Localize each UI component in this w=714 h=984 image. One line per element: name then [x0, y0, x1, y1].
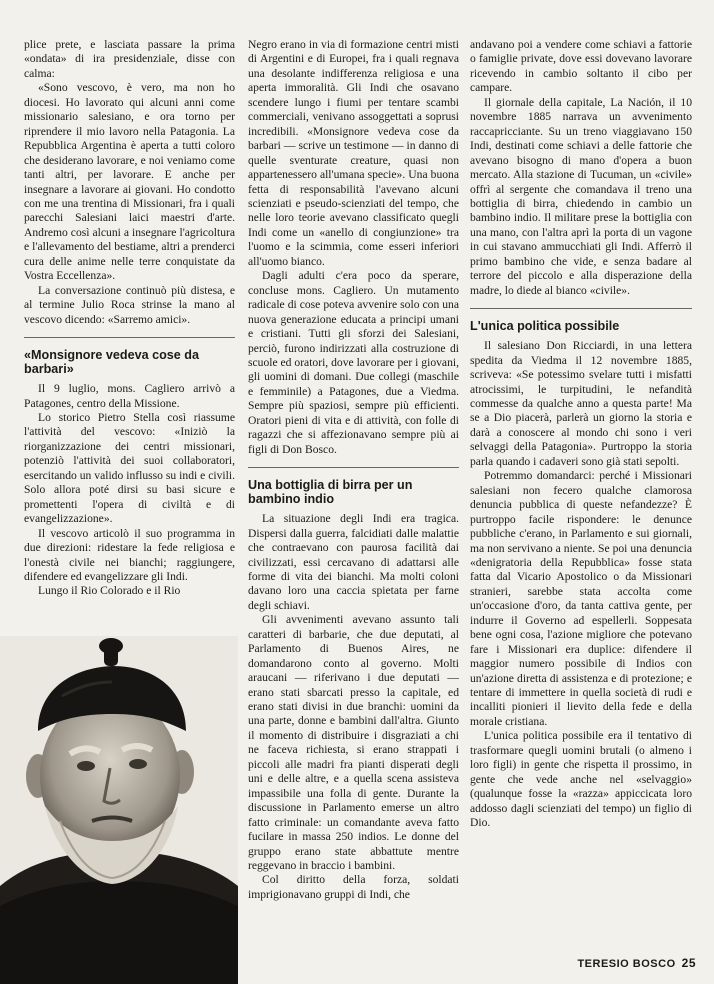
bishop-portrait-image — [0, 636, 238, 984]
paragraph: La situazione degli Indi era tragica. Dispersi dalla guerra, falcidiati dalle malattie che contraevano con paurosa facilità dai civilizzati, essi cercavano di adattarsi alle forme di vita dei bianchi. Ma molti coloni davano loro una caccia spietata per farne degli schiavi. — [248, 512, 459, 612]
paragraph: andavano poi a vendere come schiavi a fattorie o famiglie private, dove essi dovevano lavorare ricevendo in cambio soltanto il cibo per campare. — [470, 38, 692, 95]
column-middle — [248, 38, 459, 902]
divider — [248, 467, 459, 468]
author-name: TERESIO BOSCO — [577, 958, 676, 970]
portrait-photo — [0, 636, 238, 984]
page-number: 25 — [681, 956, 696, 970]
divider — [470, 308, 692, 309]
paragraph: plice prete, e lasciata passare la prima «ondata» di ira presidenziale, disse con calma: — [24, 38, 235, 80]
paragraph: Il giornale della capitale, La Nación, il 10 novembre 1885 narrava un avvenimento raccapricciante. Su un treno viaggiavano 150 Indi, destinati come schiavi a delle fattorie che avevano bisogno di mano d'opera a buon mercato. Alla stazione di Tucuman, un «civile» offrì al sergente che comandava il treno una bottiglia di birra, chiedendo in cambio un bambino indio. Il militare prese la bottiglia con una mano, con l'altra aprì la porta di un vagone in cui stavano ammucchiati gli Indi. Afferrò il primo bambino che vide, e senza badare al terrore del piccolo e alla disperazione della madre, lo diede al bianco «civile». — [470, 95, 692, 297]
paragraph: Gli avvenimenti avevano assunto tali caratteri di barbarie, che due deputati, al Parlamento di Buenos Aires, ne domandarono conto al governo. Molti araucani — riferivano i due deputati — erano stati sbarcati presso la capitale, ed erano stati divisi in due branchi: uomini da una parte, donne e bambini dall'altra. Giunto il momento di distribuire i disgraziati a chi ne faceva richiesta, si erano strappati i piccoli alle madri fra pianti disperati degli uni e delle altre, e a quella scena assisteva impassibile una folla di gente. Durante la discussione in Parlamento emerse un altro fatto criminale: un comandante aveva fatto fucilare in massa 250 indios. Le donne del gruppo erano state abbattute mentre reggevano in braccio i bambini. — [248, 613, 459, 873]
section-heading: «Monsignore vedeva cose da barbari» — [24, 348, 199, 377]
paragraph: Lo storico Pietro Stella così riassume l'attività del vescovo: «Iniziò la riorganizzazione dei centri missionari, potenziò l'attività dei suoi collaboratori, esercitando un valido influsso su indi e civili. Solo allora poté dirsi su basi sicure e promettenti l'opera di civiltà e di evangelizzazione». — [24, 410, 235, 526]
paragraph: «Sono vescovo, è vero, ma non ho diocesi. Ho lavorato qui alcuni anni come missionario salesiano, e ora torno per riprendere il mio lavoro nella Patagonia. La Repubblica Argentina è aperta a tutti coloro che desiderano lavorare, e noi veniamo come tanti altri, per lavorare. E anche per insegnare a lavorare ai giovani. Ho condotto con me una trentina di Missionari, fra i quali parecchi Salesiani laici maestri d'arte. Andremo così alcuni a insegnare l'agricoltura e l'allevamento del bestiame, altri a prenderci cura delle anime nelle terre conquistate da Vostra Eccellenza». — [24, 81, 235, 283]
paragraph: L'unica politica possibile era il tentativo di trasformare quegli uomini brutali (o almeno i loro figli) in gente che rispetta il prossimo, in gente che vede anche nel «selvaggio» (qualunque fosse la «razza» appiccicata loro addosso dagli scienziati del tempo) un figlio di Dio. — [470, 729, 692, 830]
paragraph: Col diritto della forza, soldati imprigionavano gruppi di Indi, che — [248, 873, 459, 901]
column-right — [470, 38, 692, 831]
paragraph: Lungo il Rio Colorado e il Rio — [38, 584, 181, 598]
divider — [24, 337, 235, 338]
page-footer — [577, 956, 696, 970]
paragraph: Il 9 luglio, mons. Cagliero arrivò a Patagones, centro della Missione. — [24, 382, 235, 410]
section-heading: L'unica politica possibile — [470, 319, 620, 334]
paragraph: Il salesiano Don Ricciardi, in una lettera spedita da Viedma il 12 novembre 1885, scriveva: «Se potessimo svelare tutti i misfatti atrocissimi, le turpitudini, le nefandità commesse da qualche anno a questa parte! Ma se a Dio piacerà, parlerà un giorno la storia e darà a conoscere al mondo chi sono i veri selvaggi della Patagonia». Purtroppo la storia parla quando i cadaveri sono già stati sepolti. — [470, 339, 692, 468]
section-heading: Una bottiglia di birra per un bambino indio — [248, 478, 413, 507]
paragraph: Il vescovo articolò il suo programma in due direzioni: ridestare la fede religiosa e l'onestà civile nei bianchi; raggiungere, difendere ed evangelizzare gli Indi. — [24, 526, 235, 583]
paragraph: Negro erano in via di formazione centri misti di Argentini e di Europei, fra i quali regnava una desolante indifferenza religiosa e una aperta immoralità. Gli Indi che osavano scendere lungo i fiumi per tentare scambi commerciali, venivano assoggettati a soprusi incredibili. «Monsignore vedeva cose da barbari — scrive un testimone — in danno di quelle sventurate creature, quasi non appartenessero all'umana specie». Una buona fetta di responsabilità l'avevano alcuni scienziati e pseudo-scienziati del tempo, che nelle loro teorie avevano classificato quegli Indi come un «anello di congiunzione» tra l'uomo e la scimmia, come esseri inferiori all'uomo bianco. — [248, 38, 459, 268]
column-left — [24, 38, 235, 599]
paragraph: Potremmo domandarci: perché i Missionari salesiani non fecero qualche clamorosa denuncia pubblica di queste nefandezze? È purtroppo facile rispondere: le denunce pubbliche c'erano, in Parlamento e sui giornali, ma non servivano a niente. Se poi una denuncia «denigratoria della Repubblica» fosse stata fatta dal Vicario Apostolico o da Missionari stranieri, sarebbe stata accolta come un'occasione d'oro, da tanta cattiva gente, per indurre il Governo ad espellerli. Soppesata bene ogni cosa, l'azione migliore che potevano fare i Missionari era duplice: difendere il maggior numero possibile di Indios con un'azione diretta di assistenza e di protezione; e tentare di immettere in quella società di rudi e incalliti pionieri il lievito della fede e della morale cristiana. — [470, 469, 692, 728]
paragraph: La conversazione continuò più distesa, e al termine Julio Roca strinse la mano al vescovo dicendo: «Sarremo amici». — [24, 283, 235, 326]
paragraph: Dagli adulti c'era poco da sperare, concluse mons. Cagliero. Un mutamento radicale di cose poteva avvenire solo con una nuova generazione educata a principi umani e cristiani. Tutti gli sforzi dei Salesiani, perciò, furono indirizzati alla costruzione di scuole ed oratori, dove lavorare per i giovani, gli uomini di domani. Due collegi (maschile e femminile) a Patagones, due a Viedma. Sempre più spaziosi, sempre più efficienti. Oratori pieni di vita e di attività, con folle di ragazzi che si affezionavano sempre più ai figli di Don Bosco. — [248, 269, 459, 456]
